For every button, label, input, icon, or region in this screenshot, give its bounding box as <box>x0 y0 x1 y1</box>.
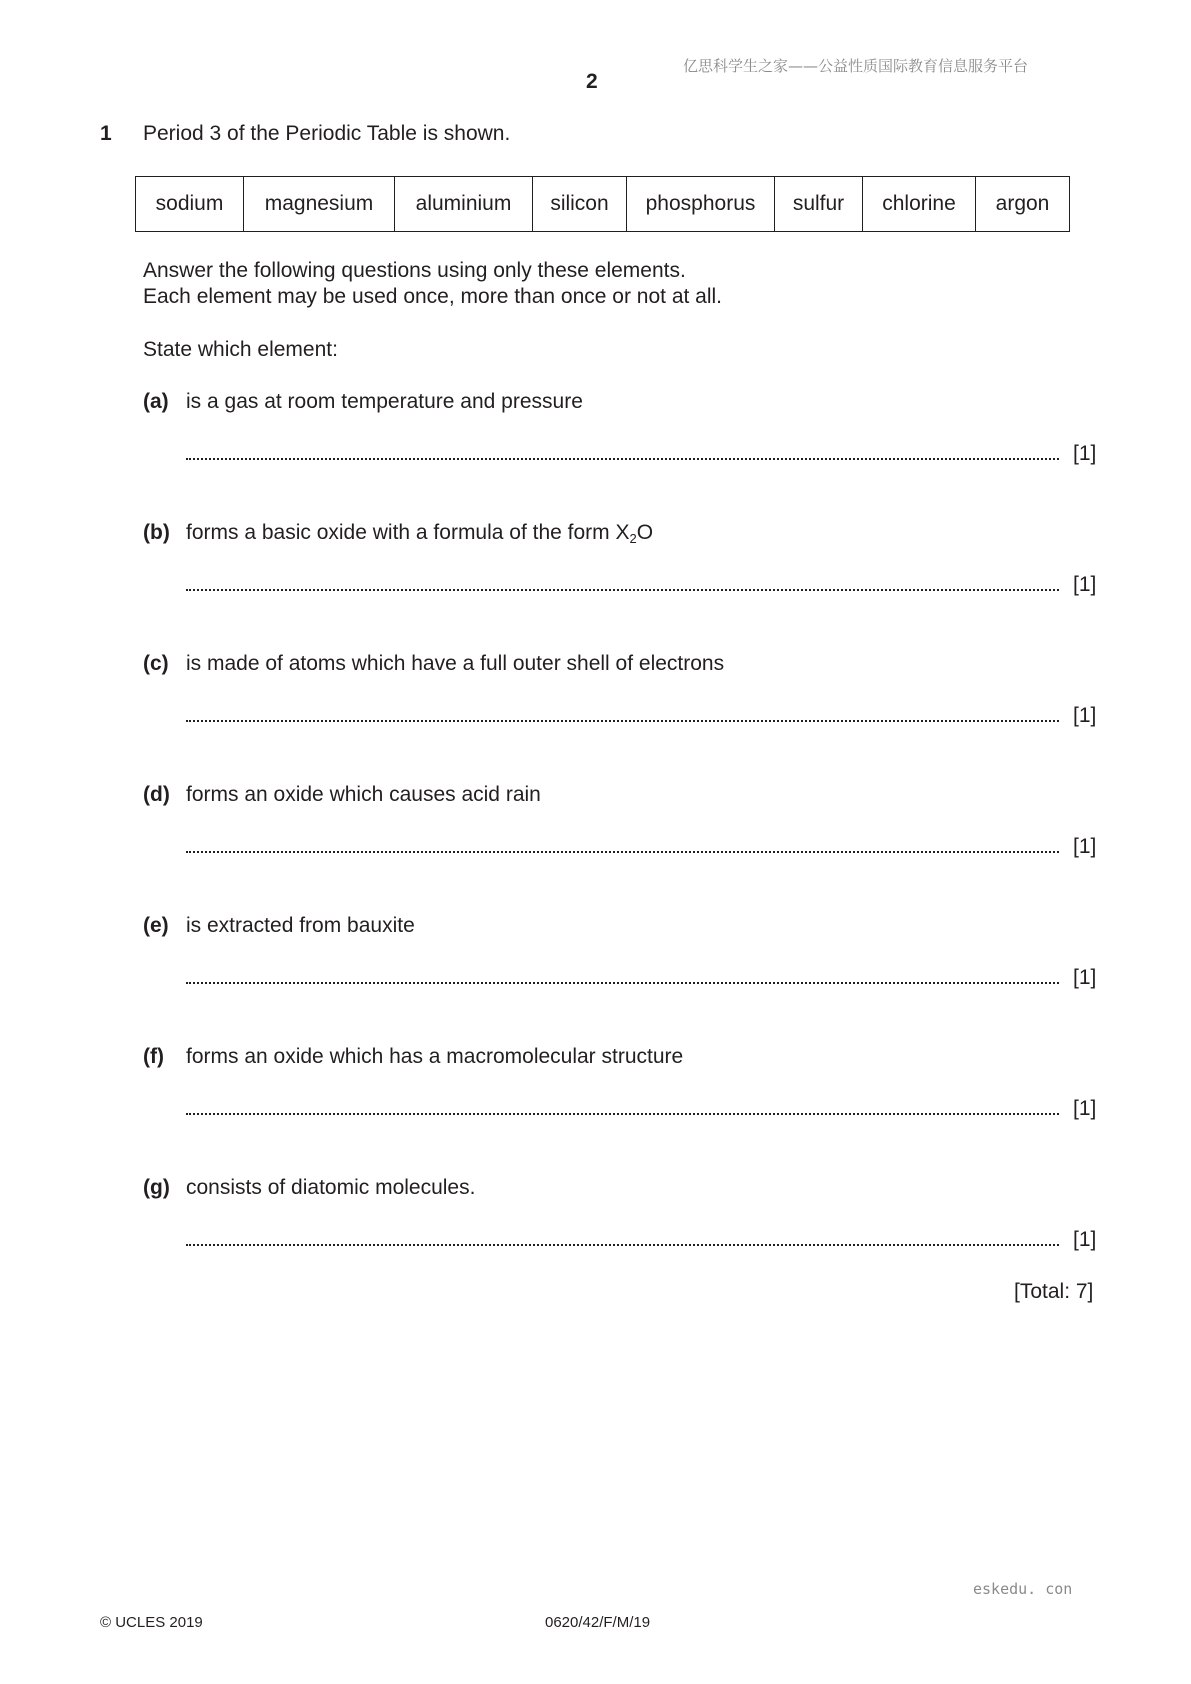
element-cell-sulfur: sulfur <box>775 177 863 232</box>
paper-code: 0620/42/F/M/19 <box>545 1614 651 1631</box>
part-b-text-main: forms a basic oxide with a formula of the form X <box>186 521 630 544</box>
part-c-label: (c) <box>143 652 169 675</box>
part-f-text: forms an oxide which has a macromolecular structure <box>186 1045 684 1068</box>
question-intro: Period 3 of the Periodic Table is shown. <box>143 122 511 145</box>
part-a-mark: [1] <box>1073 442 1097 465</box>
part-b-subscript: 2 <box>629 531 637 546</box>
element-cell-chlorine: chlorine <box>863 177 976 232</box>
instruction-line-2: Each element may be used once, more than once or not at all. <box>143 285 723 308</box>
part-b-answer-line[interactable] <box>186 589 1059 591</box>
part-d-answer-line[interactable] <box>186 851 1059 853</box>
part-g-answer-line[interactable] <box>186 1244 1059 1246</box>
copyright: © UCLES 2019 <box>100 1614 203 1631</box>
element-cell-argon: argon <box>976 177 1070 232</box>
part-g-text: consists of diatomic molecules. <box>186 1176 476 1199</box>
part-e-mark: [1] <box>1073 966 1097 989</box>
element-cell-phosphorus: phosphorus <box>627 177 775 232</box>
element-cell-aluminium: aluminium <box>395 177 533 232</box>
part-a-text: is a gas at room temperature and pressure <box>186 390 583 413</box>
part-f-mark: [1] <box>1073 1097 1097 1120</box>
element-row <box>136 177 1070 232</box>
instruction-line-3: State which element: <box>143 338 338 361</box>
element-cell-magnesium: magnesium <box>244 177 395 232</box>
total-marks: [Total: 7] <box>1014 1280 1094 1303</box>
element-cell-sodium: sodium <box>136 177 244 232</box>
footer-watermark: eskedu. con <box>973 1580 1073 1598</box>
part-e-text: is extracted from bauxite <box>186 914 415 937</box>
periodic-period-3-table <box>135 176 1070 232</box>
part-d-label: (d) <box>143 783 170 806</box>
page-number: 2 <box>586 70 598 93</box>
instruction-line-1: Answer the following questions using only these elements. <box>143 259 686 282</box>
part-f-answer-line[interactable] <box>186 1113 1059 1115</box>
header-watermark: 亿思科学生之家——公益性质国际教育信息服务平台 <box>683 57 1029 75</box>
part-g-label: (g) <box>143 1176 170 1199</box>
part-b-mark: [1] <box>1073 573 1097 596</box>
part-a-answer-line[interactable] <box>186 458 1059 460</box>
part-b-text <box>186 521 653 545</box>
part-f-label: (f) <box>143 1045 164 1068</box>
part-e-answer-line[interactable] <box>186 982 1059 984</box>
part-a-label: (a) <box>143 390 169 413</box>
question-number: 1 <box>100 122 112 145</box>
part-g-mark: [1] <box>1073 1228 1097 1251</box>
part-b-label: (b) <box>143 521 170 544</box>
part-c-mark: [1] <box>1073 704 1097 727</box>
part-d-text: forms an oxide which causes acid rain <box>186 783 541 806</box>
part-b-text-end: O <box>636 521 654 544</box>
part-e-label: (e) <box>143 914 169 937</box>
part-c-answer-line[interactable] <box>186 720 1059 722</box>
part-c-text: is made of atoms which have a full outer shell of electrons <box>186 652 725 675</box>
part-d-mark: [1] <box>1073 835 1097 858</box>
element-cell-silicon: silicon <box>533 177 627 232</box>
